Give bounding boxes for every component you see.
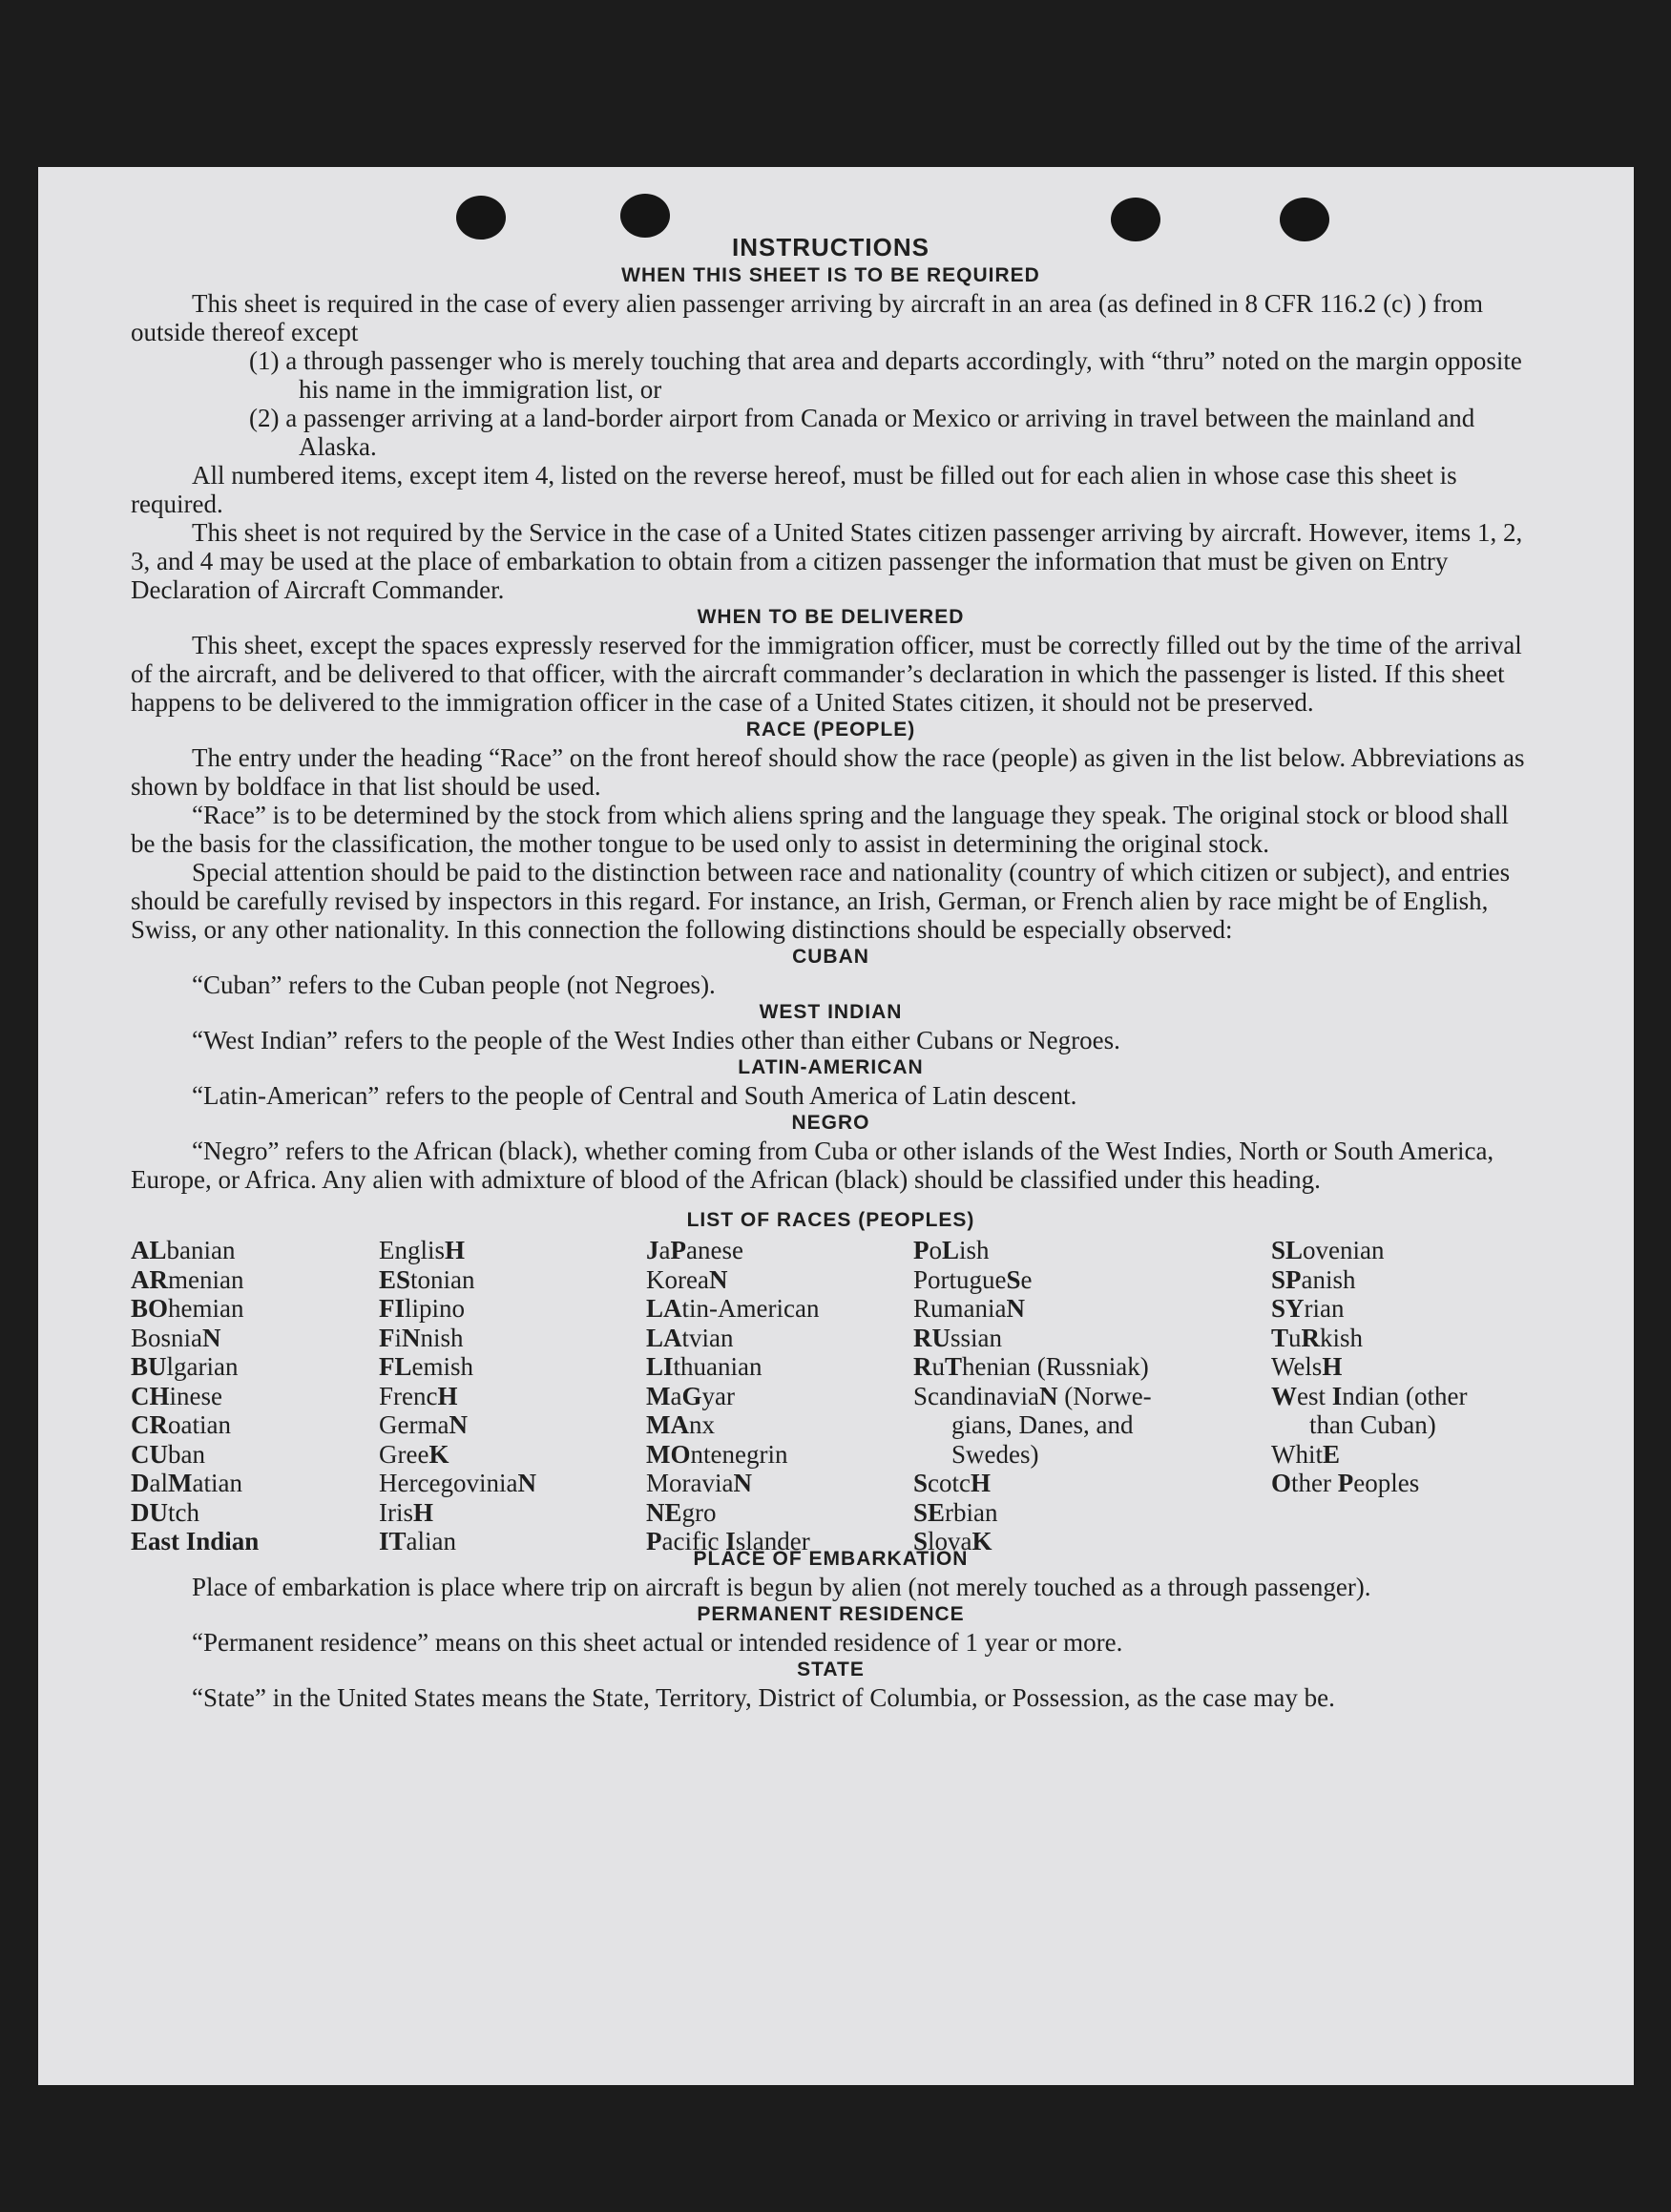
paragraph: Special attention should be paid to the distinction between race and nationality (country of which citizen or subject), and entries should be carefully revised by inspectors in this regard. For instance, an Irish, German, or French alien by race might be of English, Swiss, or any other nationality. In this connection the following distinctions should be especially observed: [131, 858, 1511, 944]
paragraph: “Latin-American” refers to the people of Central and South America of Latin descent. [192, 1081, 1077, 1110]
section-heading: WEST INDIAN [759, 1001, 903, 1023]
page-title: INSTRUCTIONS [732, 233, 929, 261]
race-entry: SYrian [1271, 1294, 1345, 1323]
document-body [131, 232, 1531, 1712]
document-sheet [38, 167, 1634, 2085]
race-entry: NEgro [646, 1497, 717, 1527]
paragraph: Place of embarkation is place where trip on aircraft is begun by alien (not merely touched as a through passenger). [192, 1573, 1371, 1601]
paragraph: “Negro” refers to the African (black), whether coming from Cuba or other islands of the West Indies, North or South America, Europe, or Africa. Any alien with admixture of blood of the African (black) should be classified under this heading. [131, 1137, 1494, 1194]
paragraph: This sheet is required in the case of every alien passenger arriving by aircraft in an area (as defined in 8 CFR 116.2 (c) ) from outside thereof except [131, 289, 1484, 346]
race-entry: PoLish [913, 1236, 990, 1264]
race-entry: GermaN [379, 1410, 468, 1439]
race-entry: SlovaK [913, 1527, 992, 1555]
paragraph: “Permanent residence” means on this sheet actual or intended residence of 1 year or more. [192, 1628, 1123, 1657]
paragraph: “State” in the United States means the State, Territory, District of Columbia, or Possession, as the case may be. [192, 1683, 1335, 1712]
section-heading: PERMANENT RESIDENCE [697, 1603, 965, 1625]
race-entry: ScandinaviaN (Norwe- gians, Danes, and Swedes) [913, 1381, 1152, 1469]
race-entry: EnglisH [379, 1236, 466, 1264]
races-column [379, 1236, 536, 1556]
race-entry: CRoatian [131, 1410, 231, 1439]
section-heading: CUBAN [792, 946, 869, 968]
section-heading: STATE [797, 1659, 865, 1680]
race-entry: SPanish [1271, 1264, 1356, 1294]
race-entry: FLemish [379, 1352, 474, 1381]
race-entry: SLovenian [1271, 1236, 1385, 1264]
race-entry: CHinese [131, 1381, 222, 1410]
race-entry: DalMatian [131, 1469, 242, 1497]
race-entry: LAtin-American [646, 1294, 820, 1323]
race-entry: West Indian (other than Cuban) [1271, 1381, 1468, 1439]
race-entry: WelsH [1271, 1352, 1343, 1381]
section-heading: LATIN-AMERICAN [738, 1056, 924, 1078]
section-heading: PLACE OF EMBARKATION [693, 1548, 969, 1570]
race-entry: East Indian [131, 1527, 260, 1555]
race-entry: GreeK [379, 1439, 449, 1469]
races-column [1271, 1236, 1467, 1498]
paragraph: “Cuban” refers to the Cuban people (not Negroes). [192, 970, 716, 999]
paragraph: “Race” is to be determined by the stock from which aliens spring and the language they speak. The original stock or blood shall be the basis for the classification, the mother tongue to be used only to assist in determining the original stock. [131, 801, 1509, 858]
race-entry: CUban [131, 1439, 205, 1469]
race-entry: SErbian [913, 1497, 998, 1527]
race-entry: BUlgarian [131, 1352, 239, 1381]
race-entry: RumaniaN [913, 1294, 1025, 1323]
race-entry: LAtvian [646, 1323, 734, 1352]
race-entry: MoraviaN [646, 1469, 752, 1497]
race-entry: MOntenegrin [646, 1439, 788, 1469]
race-entry: RUssian [913, 1323, 1002, 1352]
race-entry: ITalian [379, 1527, 457, 1555]
races-column [646, 1236, 819, 1556]
race-entry: Pacific Islander [646, 1527, 810, 1555]
race-entry: KoreaN [646, 1264, 728, 1294]
section-heading: RACE (PEOPLE) [745, 719, 916, 741]
race-entry: MAnx [646, 1410, 715, 1439]
race-entry: HercegoviniaN [379, 1469, 536, 1497]
section-heading: WHEN THIS SHEET IS TO BE REQUIRED [621, 264, 1040, 286]
race-entry: EStonian [379, 1264, 475, 1294]
race-entry: JaPanese [646, 1236, 743, 1264]
race-entry: LIthuanian [646, 1352, 762, 1381]
race-entry: FIlipino [379, 1294, 466, 1323]
list-item: (2) a passenger arriving at a land-border airport from Canada or Mexico or arriving in travel between the mainland and Alaska. [249, 404, 1475, 461]
race-entry: Other Peoples [1271, 1469, 1420, 1497]
paragraph: “West Indian” refers to the people of the West Indies other than either Cubans or Negroes. [192, 1026, 1120, 1054]
races-column [913, 1236, 1152, 1556]
race-entry: DUtch [131, 1497, 199, 1527]
paragraph: This sheet is not required by the Service in the case of a United States citizen passenger arriving by aircraft. However, items 1, 2, 3, and 4 may be used at the place of embarkation to obtain from a citizen passenger the information that must be given on Entry Declaration of Aircraft Commander. [131, 518, 1523, 604]
race-entry: MaGyar [646, 1381, 735, 1410]
section-heading: NEGRO [791, 1112, 870, 1134]
race-entry: BosniaN [131, 1323, 221, 1352]
race-entry: BOhemian [131, 1294, 244, 1323]
race-entry: ALbanian [131, 1236, 236, 1264]
race-entry: PortugueSe [913, 1264, 1033, 1294]
list-of-races-heading: LIST OF RACES (PEOPLES) [686, 1209, 975, 1231]
race-entry: ARmenian [131, 1264, 244, 1294]
race-entry: WhitE [1271, 1439, 1341, 1469]
race-entry: TuRkish [1271, 1323, 1364, 1352]
races-column [131, 1236, 259, 1556]
race-entry: FrencH [379, 1381, 458, 1410]
paragraph: All numbered items, except item 4, listed on the reverse hereof, must be filled out for each alien in whose case this sheet is required. [131, 461, 1457, 518]
race-entry: ScotcH [913, 1469, 992, 1497]
race-entry: FiNnish [379, 1323, 464, 1352]
races-list [131, 1236, 1531, 1555]
race-entry: IrisH [379, 1497, 434, 1527]
race-entry: RuThenian (Russniak) [913, 1352, 1149, 1381]
list-item: (1) a through passenger who is merely touching that area and departs accordingly, with “thru” noted on the margin opposite his name in the immigration list, or [249, 346, 1522, 404]
section-heading: WHEN TO BE DELIVERED [697, 606, 965, 628]
paragraph: The entry under the heading “Race” on the front hereof should show the race (people) as given in the list below. Abbreviations as shown by boldface in that list should be used. [131, 743, 1525, 801]
paragraph: This sheet, except the spaces expressly reserved for the immigration officer, must be correctly filled out by the time of the arrival of the aircraft, and be delivered to that officer, with the aircraft commander’s declaration in which the passenger is listed. If this sheet happens to be delivered to the immigration officer in the case of a United States citizen, it should not be preserved. [131, 631, 1522, 717]
